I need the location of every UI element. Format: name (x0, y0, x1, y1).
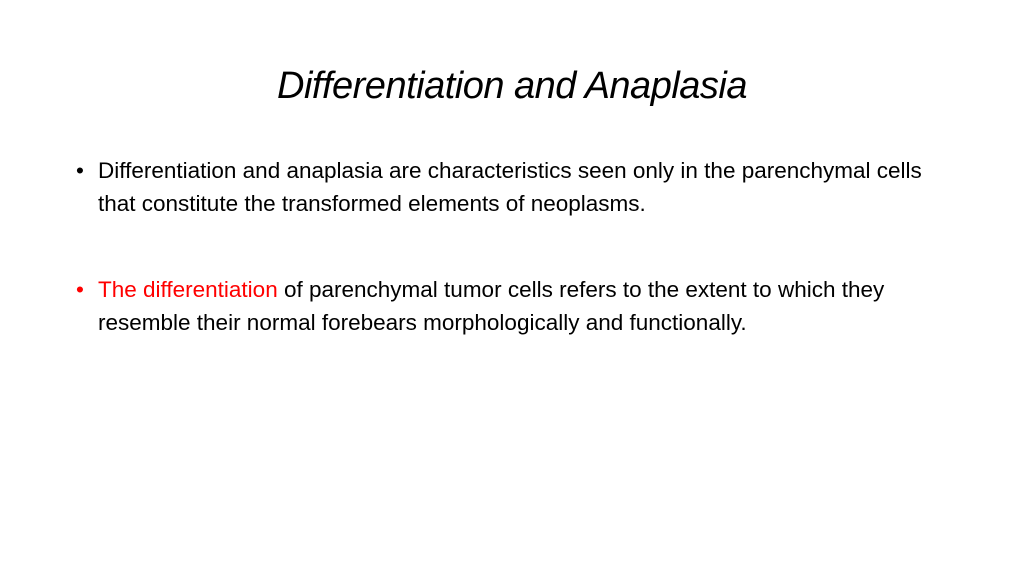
bullet-text: of parenchymal tumor cells refers to the extent to which they resemble their normal forebears morphologically and functionally. (98, 277, 885, 335)
bullet-item-1 (76, 155, 956, 220)
slide-title: Differentiation and Anaplasia (277, 65, 747, 107)
bullet-item-2 (76, 274, 956, 339)
bullet-marker: • (76, 277, 84, 302)
highlighted-term: The differentiation (98, 277, 278, 302)
bullet-list (76, 155, 956, 339)
bullet-text: Differentiation and anaplasia are characteristics seen only in the parenchymal cells that constitute the transformed elements of neoplasms. (98, 158, 922, 216)
bullet-marker: • (76, 158, 84, 183)
